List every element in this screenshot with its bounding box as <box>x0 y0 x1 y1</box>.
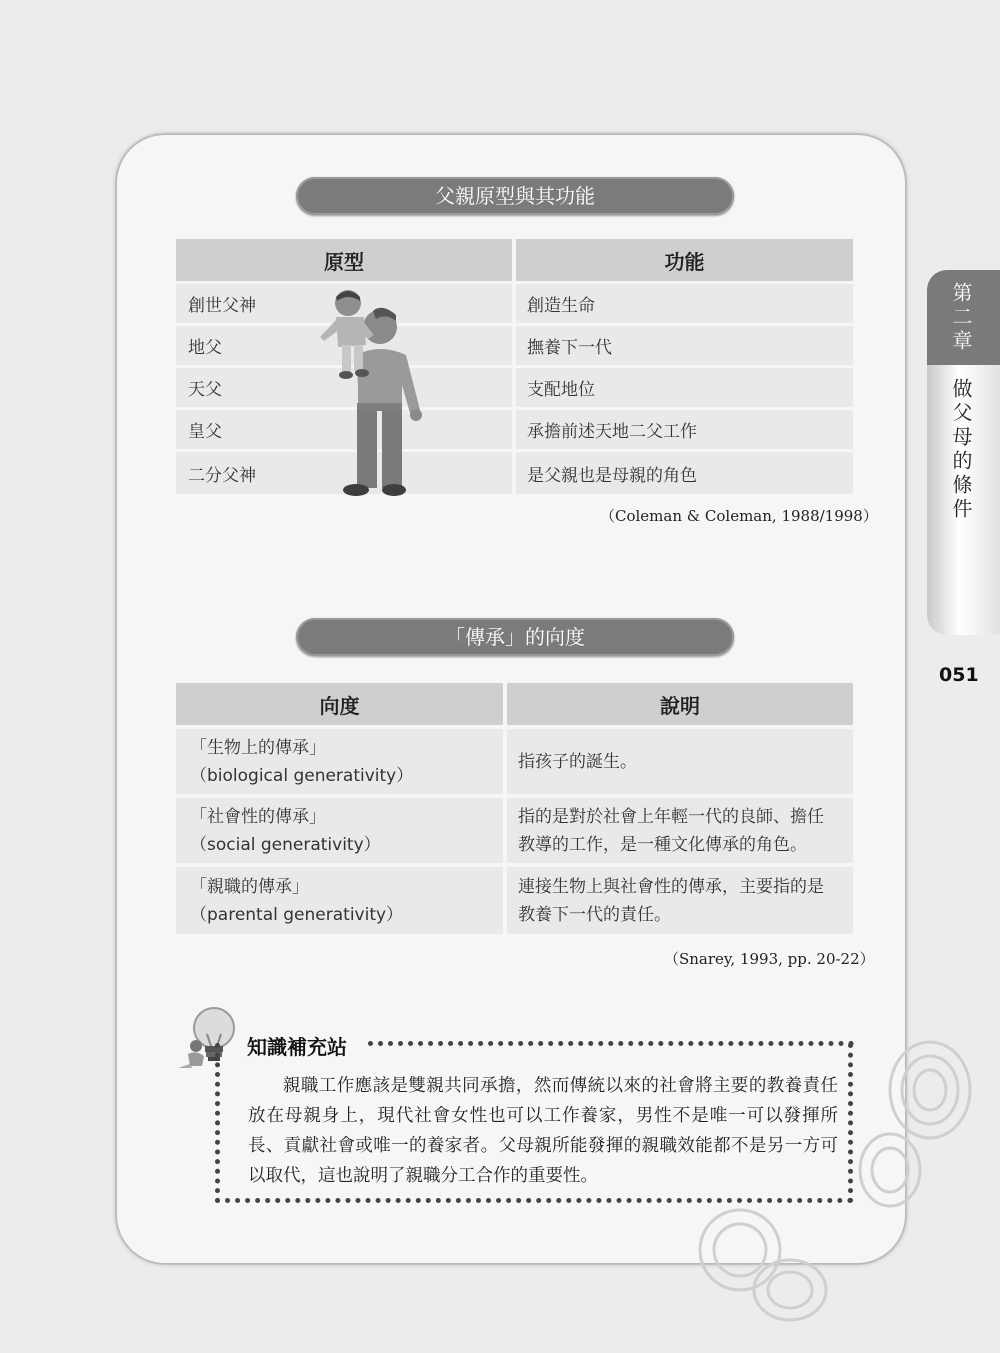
function-cell: 創造生命 <box>516 284 853 323</box>
description-line: 教導的工作，是一種文化傳承的角色。 <box>518 834 807 855</box>
function-cell: 承擔前述天地二父工作 <box>516 410 853 449</box>
description-cell <box>507 729 853 794</box>
knowledge-title: 知識補充站 <box>247 1035 347 1059</box>
table-row <box>176 729 853 794</box>
table1-title: 父親原型與其功能 <box>296 177 734 215</box>
dimension-english: （parental generativity） <box>190 904 404 925</box>
table2-header-description: 說明 <box>507 683 853 725</box>
table-row <box>176 867 853 934</box>
butterfly-decoration <box>690 1020 980 1340</box>
table-row <box>176 452 853 494</box>
chapter-number: 第二章 <box>949 282 973 354</box>
dimension-chinese: 「社會性的傳承」 <box>190 806 326 827</box>
table-row <box>176 326 853 365</box>
chapter-title: 做父母的條件 <box>949 378 973 522</box>
table-row <box>176 798 853 863</box>
dimension-cell <box>176 867 503 934</box>
table2-title: 「傳承」的向度 <box>296 618 734 656</box>
table1-header-prototype: 原型 <box>176 239 512 281</box>
dimension-cell <box>176 798 503 863</box>
dimension-english: （social generativity） <box>190 834 381 855</box>
prototype-cell: 創世父神 <box>176 284 512 323</box>
prototype-cell: 天父 <box>176 368 512 407</box>
prototype-cell: 二分父神 <box>176 452 512 494</box>
table-row <box>176 410 853 449</box>
dimension-cell <box>176 729 503 794</box>
dimension-chinese: 「生物上的傳承」 <box>190 737 326 758</box>
prototype-cell: 皇父 <box>176 410 512 449</box>
table1-header-function: 功能 <box>516 239 853 281</box>
description-cell <box>507 798 853 863</box>
prototype-cell: 地父 <box>176 326 512 365</box>
function-cell: 支配地位 <box>516 368 853 407</box>
dimension-chinese: 「親職的傳承」 <box>190 876 309 897</box>
table1-citation: （Coleman & Coleman, 1988/1998） <box>600 507 878 525</box>
table2-header-row <box>176 683 853 725</box>
table-row <box>176 368 853 407</box>
table2-header-dimension: 向度 <box>176 683 503 725</box>
father-child-illustration <box>310 285 430 500</box>
description-line: 連接生物上與社會性的傳承，主要指的是 <box>518 876 824 897</box>
description-line: 指孩子的誕生。 <box>518 751 637 772</box>
description-cell <box>507 867 853 934</box>
table2-citation: （Snarey, 1993, pp. 20-22） <box>664 950 875 968</box>
page-number: 051 <box>939 664 979 686</box>
function-cell: 撫養下一代 <box>516 326 853 365</box>
description-line: 指的是對於社會上年輕一代的良師、擔任 <box>518 806 824 827</box>
table1-header-row <box>176 239 853 281</box>
function-cell: 是父親也是母親的角色 <box>516 452 853 494</box>
knowledge-text: 親職工作應該是雙親共同承擔，然而傳統以來的社會將主要的教養責任放在母親身上，現代社會女性也可以工作養家，男性不是唯一可以發揮所長、貢獻社會或唯一的養家者。父母親所能發揮的親職效能都不是另一方可以取代，這也說明了親職分工合作的重要性。 <box>248 1076 838 1186</box>
table-row <box>176 284 853 323</box>
dimension-english: （biological generativity） <box>190 765 414 786</box>
description-line: 教養下一代的責任。 <box>518 904 671 925</box>
